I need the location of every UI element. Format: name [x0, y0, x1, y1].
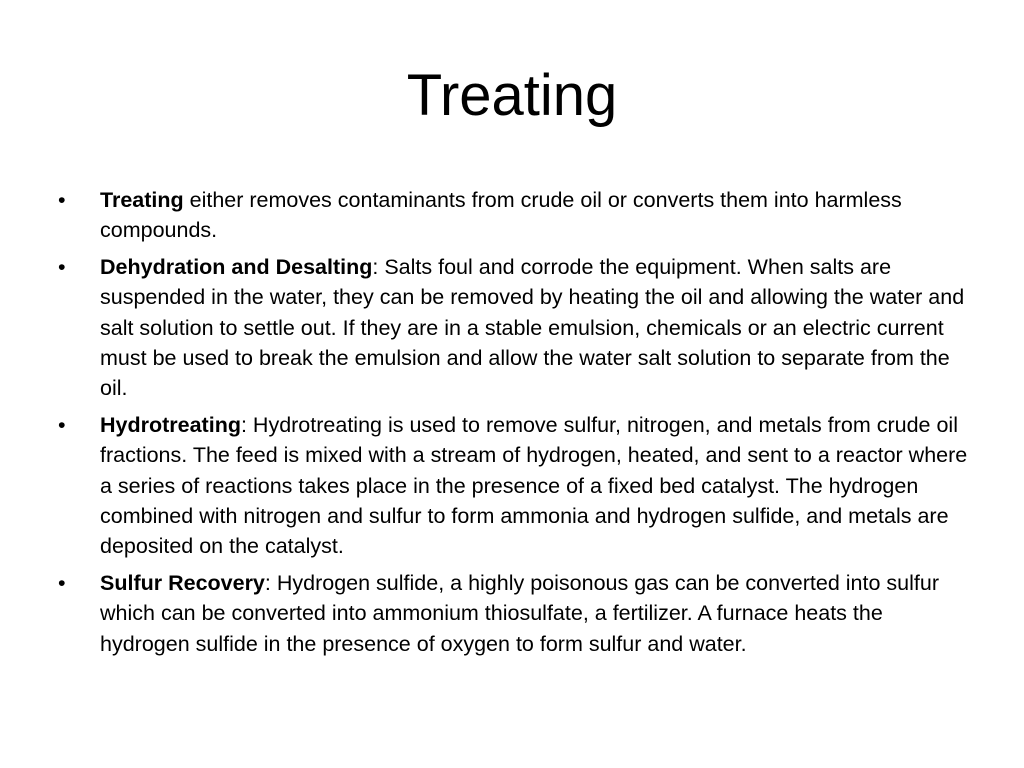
bullet-term: Treating: [100, 188, 184, 212]
bullet-term: Hydrotreating: [100, 412, 241, 437]
bullet-text: : Salts foul and corrode the equipment. When salts are suspended in the water, they can be removed by heating the oil and allowing the water and salt solution to settle out. If they are in a stable emulsion, chemicals or an electric current must be used to break the emulsion and allow the water salt solution to separate from the oil.: [100, 254, 965, 401]
slide-title: Treating: [406, 63, 618, 128]
bullet-text: : Hydrogen sulfide, a highly poisonous gas can be converted into sulfur which can be converted into ammonium thiosulfate, a fertilizer. A furnace heats the hydrogen sulfide in the presence of oxygen to form sulfur and water.: [100, 570, 939, 656]
bullet-item-hydrotreating: [58, 410, 978, 562]
bullet-text: : Hydrotreating is used to remove sulfur, nitrogen, and metals from crude oil fractions. The feed is mixed with a stream of hydrogen, heated, and sent to a reactor where a series of reactions takes place in the presence of a fixed bed catalyst. The hydrogen combined with nitrogen and sulfur to form ammonia and hydrogen sulfide, and metals are deposited on the catalyst.: [100, 412, 968, 559]
bullet-item-treating: [58, 185, 978, 246]
bullet-marker: •: [58, 412, 66, 437]
bullet-term: Sulfur Recovery: [100, 570, 265, 595]
bullet-marker: •: [58, 254, 66, 279]
bullet-marker: •: [58, 570, 66, 595]
bullet-term: Dehydration and Desalting: [100, 254, 373, 279]
bullet-text: either removes contaminants from crude oil or converts them into harmless compounds.: [100, 188, 902, 243]
bullet-marker: •: [58, 188, 66, 212]
bullet-list: [58, 185, 978, 665]
bullet-item-dehydration-desalting: [58, 252, 978, 404]
bullet-item-sulfur-recovery: [58, 568, 978, 659]
